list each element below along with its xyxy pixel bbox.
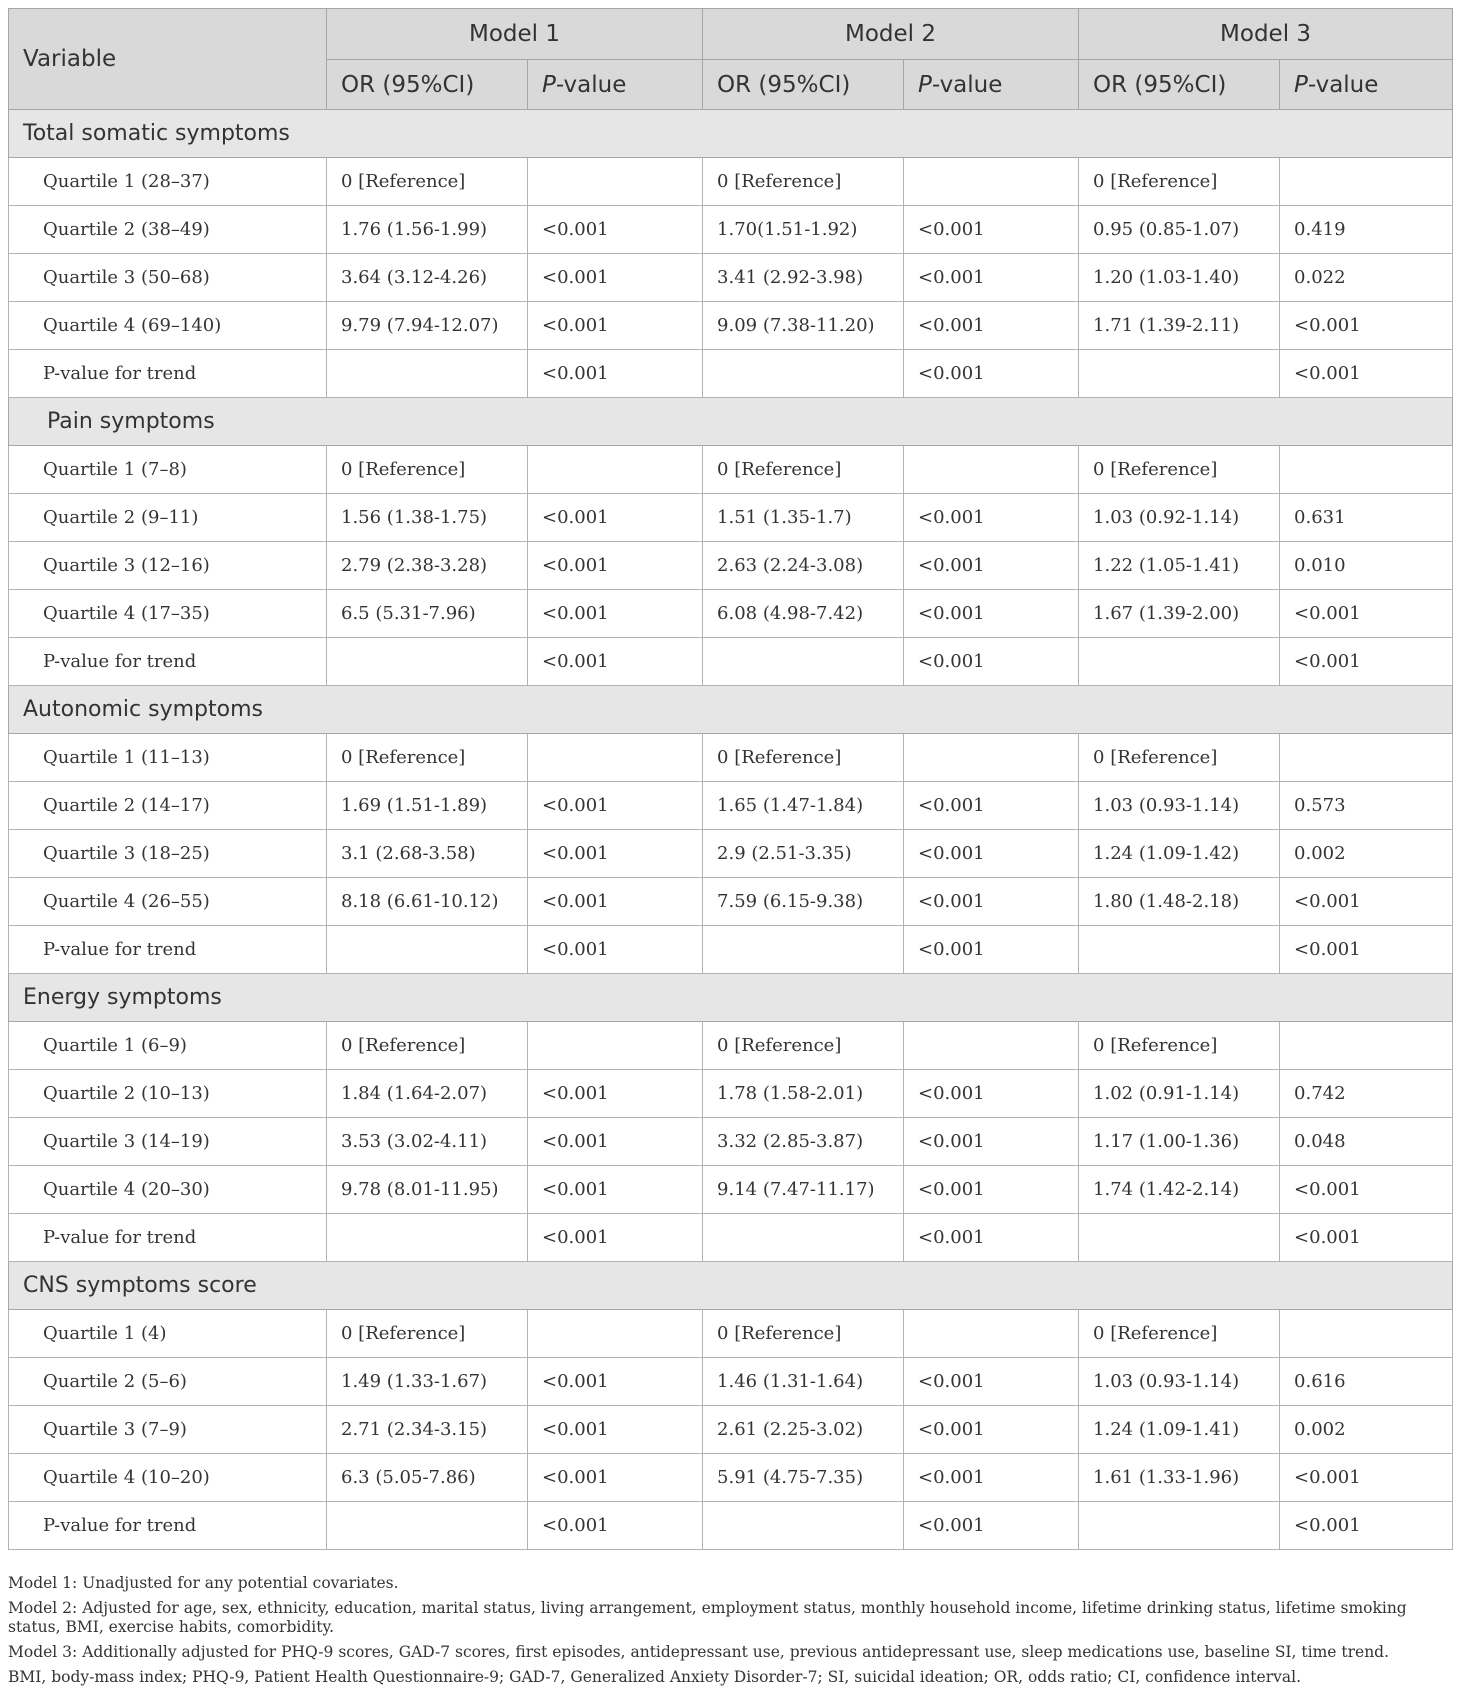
p-value-cell: <0.001 (528, 1502, 703, 1550)
or-cell: 0 [Reference] (327, 158, 528, 206)
table-row (9, 1070, 1453, 1118)
p-value-cell: <0.001 (528, 878, 703, 926)
p-value-cell: <0.001 (904, 1454, 1079, 1502)
or-cell: 0 [Reference] (703, 446, 904, 494)
or-cell: 1.03 (0.92-1.14) (1079, 494, 1280, 542)
or-cell (327, 926, 528, 974)
p-value-cell: 0.631 (1280, 494, 1453, 542)
p-value-cell: <0.001 (528, 206, 703, 254)
table-row (9, 1214, 1453, 1262)
p-italic: P (918, 71, 932, 98)
table-footnotes (8, 1574, 1452, 1693)
footnote-abbreviations: BMI, body-mass index; PHQ-9, Patient Health Questionnaire-9; GAD-7, Generalized Anxiety Disorder-7; SI, suicidal ideation; OR, odds ratio; CI, confidence interval. (8, 1668, 1301, 1686)
p-value-cell: <0.001 (1280, 302, 1453, 350)
row-label: Quartile 3 (7–9) (9, 1406, 327, 1454)
row-label: P-value for trend (9, 1502, 327, 1550)
footnote-model-3: Model 3: Additionally adjusted for PHQ-9 scores, GAD-7 scores, first episodes, antidepressant use, previous antidepressant use, sleep medications use, baseline SI, time trend. (8, 1643, 1390, 1661)
row-label: Quartile 1 (28–37) (9, 158, 327, 206)
p-value-cell: <0.001 (904, 206, 1079, 254)
or-cell: 6.3 (5.05-7.86) (327, 1454, 528, 1502)
p-value-cell: <0.001 (904, 782, 1079, 830)
or-cell: 0 [Reference] (327, 1022, 528, 1070)
or-cell (703, 1214, 904, 1262)
p-value-cell: <0.001 (1280, 1502, 1453, 1550)
header-variable: Variable (9, 9, 327, 110)
p-value-cell (528, 158, 703, 206)
p-rest: -value (1307, 71, 1379, 98)
table-row (9, 782, 1453, 830)
row-label: P-value for trend (9, 1214, 327, 1262)
or-cell: 0 [Reference] (1079, 1022, 1280, 1070)
p-value-cell: <0.001 (904, 926, 1079, 974)
or-cell: 3.53 (3.02-4.11) (327, 1118, 528, 1166)
section-header-row (9, 1262, 1453, 1310)
or-cell: 0 [Reference] (703, 1310, 904, 1358)
or-cell: 1.70(1.51-1.92) (703, 206, 904, 254)
table-row (9, 206, 1453, 254)
p-value-cell: <0.001 (904, 1070, 1079, 1118)
p-value-cell: <0.001 (904, 1166, 1079, 1214)
table-row (9, 1502, 1453, 1550)
or-cell (327, 638, 528, 686)
table-row (9, 1022, 1453, 1070)
or-cell: 6.08 (4.98-7.42) (703, 590, 904, 638)
p-value-cell: <0.001 (1280, 878, 1453, 926)
p-value-cell: <0.001 (528, 1118, 703, 1166)
p-value-cell (528, 1022, 703, 1070)
or-cell: 0 [Reference] (327, 446, 528, 494)
or-cell: 0 [Reference] (1079, 1310, 1280, 1358)
p-value-cell: <0.001 (1280, 926, 1453, 974)
header-model-1: Model 1 (327, 9, 703, 60)
p-italic: P (542, 71, 556, 98)
or-cell: 0 [Reference] (327, 1310, 528, 1358)
or-cell: 1.20 (1.03-1.40) (1079, 254, 1280, 302)
or-cell: 1.17 (1.00-1.36) (1079, 1118, 1280, 1166)
p-value-cell: <0.001 (1280, 350, 1453, 398)
row-label: Quartile 4 (69–140) (9, 302, 327, 350)
or-cell: 1.02 (0.91-1.14) (1079, 1070, 1280, 1118)
row-label: P-value for trend (9, 638, 327, 686)
or-cell: 1.51 (1.35-1.7) (703, 494, 904, 542)
or-cell: 1.24 (1.09-1.42) (1079, 830, 1280, 878)
or-cell (703, 1502, 904, 1550)
p-value-cell: <0.001 (528, 926, 703, 974)
or-cell: 2.61 (2.25-3.02) (703, 1406, 904, 1454)
or-cell (1079, 926, 1280, 974)
or-cell: 2.9 (2.51-3.35) (703, 830, 904, 878)
or-cell (1079, 1502, 1280, 1550)
or-cell: 0 [Reference] (1079, 734, 1280, 782)
table-row (9, 1118, 1453, 1166)
p-value-cell: <0.001 (528, 830, 703, 878)
p-value-cell: <0.001 (528, 1406, 703, 1454)
p-value-cell: <0.001 (904, 638, 1079, 686)
row-label: Quartile 2 (10–13) (9, 1070, 327, 1118)
header-model-3: Model 3 (1079, 9, 1453, 60)
row-label: Quartile 1 (7–8) (9, 446, 327, 494)
or-cell: 1.49 (1.33-1.67) (327, 1358, 528, 1406)
p-value-cell: <0.001 (904, 590, 1079, 638)
row-label: Quartile 1 (11–13) (9, 734, 327, 782)
table-body (9, 110, 1453, 1550)
row-label: Quartile 1 (6–9) (9, 1022, 327, 1070)
p-value-cell: <0.001 (528, 638, 703, 686)
p-value-cell: <0.001 (1280, 1454, 1453, 1502)
or-cell (1079, 350, 1280, 398)
header-or-model-2: OR (95%CI) (703, 60, 904, 110)
p-value-cell: <0.001 (904, 1502, 1079, 1550)
or-cell: 1.67 (1.39-2.00) (1079, 590, 1280, 638)
p-value-cell: 0.002 (1280, 1406, 1453, 1454)
or-cell: 1.46 (1.31-1.64) (703, 1358, 904, 1406)
table-row (9, 1454, 1453, 1502)
p-value-cell: 0.419 (1280, 206, 1453, 254)
p-value-cell: <0.001 (904, 302, 1079, 350)
section-title: Autonomic symptoms (9, 686, 1453, 734)
row-label: Quartile 3 (18–25) (9, 830, 327, 878)
p-value-cell: 0.573 (1280, 782, 1453, 830)
p-value-cell (904, 734, 1079, 782)
row-label: Quartile 3 (14–19) (9, 1118, 327, 1166)
p-value-cell (1280, 734, 1453, 782)
row-label: Quartile 2 (14–17) (9, 782, 327, 830)
table-row (9, 446, 1453, 494)
p-value-cell (904, 1022, 1079, 1070)
results-table (8, 8, 1453, 1550)
or-cell: 3.64 (3.12-4.26) (327, 254, 528, 302)
or-cell (703, 350, 904, 398)
row-label: Quartile 2 (5–6) (9, 1358, 327, 1406)
or-cell (1079, 1214, 1280, 1262)
header-p-model-3 (1280, 60, 1453, 110)
p-value-cell: <0.001 (528, 1454, 703, 1502)
p-value-cell (528, 734, 703, 782)
p-value-cell: <0.001 (528, 1214, 703, 1262)
p-value-cell: 0.048 (1280, 1118, 1453, 1166)
or-cell: 1.56 (1.38-1.75) (327, 494, 528, 542)
row-label: Quartile 4 (20–30) (9, 1166, 327, 1214)
p-value-cell (904, 158, 1079, 206)
table-row (9, 1406, 1453, 1454)
p-value-cell: <0.001 (528, 1070, 703, 1118)
or-cell: 2.63 (2.24-3.08) (703, 542, 904, 590)
p-value-cell (904, 446, 1079, 494)
section-title: Pain symptoms (9, 398, 1453, 446)
footnote-model-1: Model 1: Unadjusted for any potential covariates. (8, 1574, 399, 1592)
p-value-cell: 0.022 (1280, 254, 1453, 302)
table-row (9, 830, 1453, 878)
table-row (9, 926, 1453, 974)
table-row (9, 254, 1453, 302)
p-value-cell: <0.001 (904, 1358, 1079, 1406)
p-value-cell (528, 1310, 703, 1358)
table-row (9, 1358, 1453, 1406)
p-value-cell: <0.001 (528, 494, 703, 542)
p-value-cell (528, 446, 703, 494)
p-value-cell: <0.001 (904, 830, 1079, 878)
p-value-cell (1280, 158, 1453, 206)
or-cell (327, 1214, 528, 1262)
p-value-cell: <0.001 (904, 878, 1079, 926)
header-p-model-1 (528, 60, 703, 110)
or-cell (327, 1502, 528, 1550)
table-row (9, 494, 1453, 542)
row-label: Quartile 3 (12–16) (9, 542, 327, 590)
p-value-cell: <0.001 (904, 254, 1079, 302)
p-value-cell: <0.001 (528, 782, 703, 830)
table-row (9, 638, 1453, 686)
section-title: Energy symptoms (9, 974, 1453, 1022)
p-value-cell (904, 1310, 1079, 1358)
header-or-model-3: OR (95%CI) (1079, 60, 1280, 110)
or-cell: 8.18 (6.61-10.12) (327, 878, 528, 926)
or-cell: 9.78 (8.01-11.95) (327, 1166, 528, 1214)
table-row (9, 302, 1453, 350)
p-value-cell: <0.001 (528, 542, 703, 590)
or-cell: 1.84 (1.64-2.07) (327, 1070, 528, 1118)
or-cell: 3.41 (2.92-3.98) (703, 254, 904, 302)
p-rest: -value (555, 71, 627, 98)
p-value-cell: <0.001 (528, 590, 703, 638)
header-model-2: Model 2 (703, 9, 1079, 60)
section-header-row (9, 398, 1453, 446)
p-value-cell (1280, 446, 1453, 494)
or-cell: 1.71 (1.39-2.11) (1079, 302, 1280, 350)
or-cell: 1.80 (1.48-2.18) (1079, 878, 1280, 926)
header-p-model-2 (904, 60, 1079, 110)
header-or-model-1: OR (95%CI) (327, 60, 528, 110)
or-cell: 0 [Reference] (1079, 158, 1280, 206)
table-header (9, 9, 1453, 110)
or-cell: 1.65 (1.47-1.84) (703, 782, 904, 830)
or-cell: 1.61 (1.33-1.96) (1079, 1454, 1280, 1502)
or-cell: 3.1 (2.68-3.58) (327, 830, 528, 878)
p-value-cell: <0.001 (904, 350, 1079, 398)
p-value-cell (1280, 1022, 1453, 1070)
p-value-cell: <0.001 (1280, 1166, 1453, 1214)
or-cell: 0 [Reference] (703, 1022, 904, 1070)
table-row (9, 590, 1453, 638)
or-cell: 5.91 (4.75-7.35) (703, 1454, 904, 1502)
p-value-cell: <0.001 (1280, 590, 1453, 638)
or-cell: 9.09 (7.38-11.20) (703, 302, 904, 350)
or-cell: 1.03 (0.93-1.14) (1079, 782, 1280, 830)
p-italic: P (1294, 71, 1308, 98)
table-row (9, 158, 1453, 206)
row-label: Quartile 2 (38–49) (9, 206, 327, 254)
row-label: P-value for trend (9, 926, 327, 974)
or-cell: 6.5 (5.31-7.96) (327, 590, 528, 638)
row-label: Quartile 2 (9–11) (9, 494, 327, 542)
section-title: Total somatic symptoms (9, 110, 1453, 158)
section-header-row (9, 974, 1453, 1022)
p-value-cell: <0.001 (904, 1118, 1079, 1166)
or-cell (1079, 638, 1280, 686)
p-value-cell: <0.001 (528, 254, 703, 302)
section-title: CNS symptoms score (9, 1262, 1453, 1310)
footnote-model-2: Model 2: Adjusted for age, sex, ethnicity, education, marital status, living arrangement, employment status, monthly household income, lifetime drinking status, lifetime smoking status, BMI, exercise habits, comorbidity. (8, 1599, 1407, 1636)
row-label: Quartile 4 (17–35) (9, 590, 327, 638)
or-cell: 9.14 (7.47-11.17) (703, 1166, 904, 1214)
table-row (9, 350, 1453, 398)
table-row (9, 1166, 1453, 1214)
row-label: Quartile 4 (10–20) (9, 1454, 327, 1502)
p-value-cell: <0.001 (528, 1358, 703, 1406)
p-value-cell: <0.001 (1280, 1214, 1453, 1262)
row-label: Quartile 3 (50–68) (9, 254, 327, 302)
p-value-cell: <0.001 (904, 494, 1079, 542)
or-cell: 1.78 (1.58-2.01) (703, 1070, 904, 1118)
or-cell (703, 926, 904, 974)
or-cell: 2.79 (2.38-3.28) (327, 542, 528, 590)
table-row (9, 542, 1453, 590)
row-label: Quartile 4 (26–55) (9, 878, 327, 926)
or-cell: 0 [Reference] (703, 158, 904, 206)
p-value-cell: 0.742 (1280, 1070, 1453, 1118)
p-value-cell (1280, 1310, 1453, 1358)
or-cell: 1.03 (0.93-1.14) (1079, 1358, 1280, 1406)
p-value-cell: <0.001 (1280, 638, 1453, 686)
p-value-cell: <0.001 (904, 542, 1079, 590)
or-cell: 0 [Reference] (1079, 446, 1280, 494)
row-label: Quartile 1 (4) (9, 1310, 327, 1358)
p-rest: -value (931, 71, 1003, 98)
or-cell: 1.76 (1.56-1.99) (327, 206, 528, 254)
p-value-cell: <0.001 (528, 350, 703, 398)
or-cell: 0.95 (0.85-1.07) (1079, 206, 1280, 254)
or-cell: 3.32 (2.85-3.87) (703, 1118, 904, 1166)
or-cell (327, 350, 528, 398)
or-cell: 0 [Reference] (327, 734, 528, 782)
or-cell: 1.22 (1.05-1.41) (1079, 542, 1280, 590)
row-label: P-value for trend (9, 350, 327, 398)
or-cell: 2.71 (2.34-3.15) (327, 1406, 528, 1454)
section-header-row (9, 686, 1453, 734)
p-value-cell: 0.616 (1280, 1358, 1453, 1406)
or-cell: 7.59 (6.15-9.38) (703, 878, 904, 926)
p-value-cell: 0.002 (1280, 830, 1453, 878)
results-table-container (8, 8, 1452, 1550)
or-cell: 1.69 (1.51-1.89) (327, 782, 528, 830)
table-row (9, 878, 1453, 926)
or-cell: 0 [Reference] (703, 734, 904, 782)
table-row (9, 1310, 1453, 1358)
or-cell: 9.79 (7.94-12.07) (327, 302, 528, 350)
p-value-cell: 0.010 (1280, 542, 1453, 590)
p-value-cell: <0.001 (528, 1166, 703, 1214)
or-cell (703, 638, 904, 686)
p-value-cell: <0.001 (904, 1214, 1079, 1262)
or-cell: 1.74 (1.42-2.14) (1079, 1166, 1280, 1214)
table-row (9, 734, 1453, 782)
or-cell: 1.24 (1.09-1.41) (1079, 1406, 1280, 1454)
section-header-row (9, 110, 1453, 158)
p-value-cell: <0.001 (904, 1406, 1079, 1454)
p-value-cell: <0.001 (528, 302, 703, 350)
